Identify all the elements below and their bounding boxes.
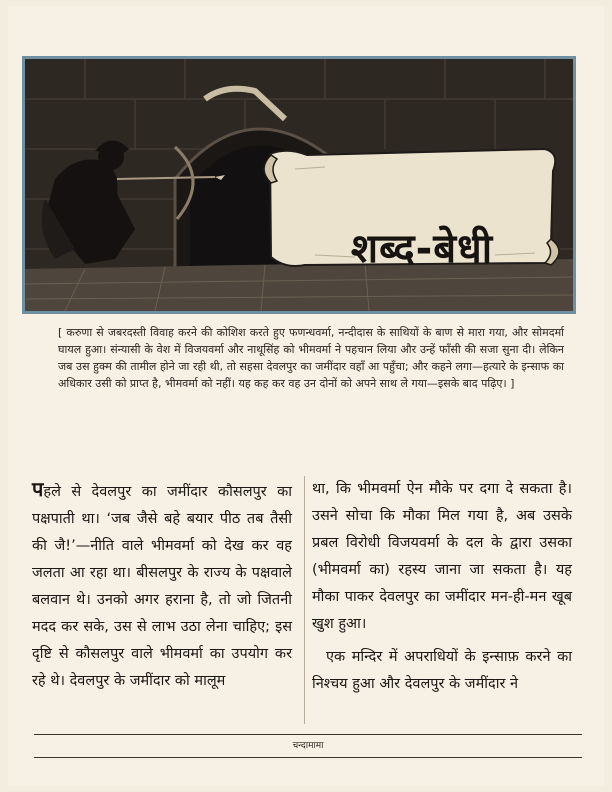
page-footer: चन्दामामा [34,734,582,758]
drop-cap: प [32,477,44,501]
left-paragraph [32,476,292,695]
column-divider [304,476,305,724]
story-summary: [ करुणा से जबरदस्ती विवाह करने की कोशिश करते हुए फणन्धवर्मा, नन्दीदास के साथियों के बाण से मारा गया, और सोमदर्मा घायल हुआ। संन्यासी के वेश में विजयवर्मा और नाथूसिंह को भीमवर्मा ने पहचान लिया और उन्हें फाँसी की सजा सुना दी। लेकिन जब उस हुक्म की तामील होने जा रही थी, तो सहसा देवलपुर का जमींदार वहाँ आ पहुँचा; और कहने लगा—हत्यारे के इन्साफ का अधिकार उसी को प्राप्त है, भीमवर्मा को नहीं। यह कह कर वह उन दोनों को अपने साथ ले गया—इसके बाद पढ़िए। ] [58,326,564,390]
right-paragraph-2: एक मन्दिर में अपराधियों के इन्साफ़ करने का निश्चय हुआ और देवलपुर के जमींदार ने [312,649,572,692]
right-paragraph-1: था, कि भीमवर्मा ऐन मौके पर दगा दे सकता है। उसने सोचा कि मौका मिल गया है, अब उसके प्रबल विरोधी विजयवर्मा के दल के द्वारा उसका (भीमवर्मा का) रहस्य जाना जा सकता है। यह मौका पाकर देवलपुर का जमींदार मन-ही-मन खूब खुश हुआ। [312,481,572,632]
magazine-page [8,6,604,786]
left-column [32,476,292,695]
right-column [312,476,572,698]
story-illustration [22,56,576,314]
left-paragraph-text: हले से देवलपुर का जमींदार कौसलपुर का पक्षपाती था। ‘जब जैसे बहे बयार पीठ तब तैसी की जै!’—नीति वाले भीमवर्मा को देख कर वह जलता आ रहा था। बीसलपुर के राज्य के पक्षवाले बलवान थे। उनको अगर हराना है, तो जो जितनी मदद कर सके, उस से लाभ उठा लेना चाहिए; इस दृष्टि से कौसलपुर वाले भीमवर्मा का उपयोग कर रहे थे। देवलपुर के जमींदार को मालूम [32,484,292,689]
story-title: शब्द-बेधी [350,226,494,272]
